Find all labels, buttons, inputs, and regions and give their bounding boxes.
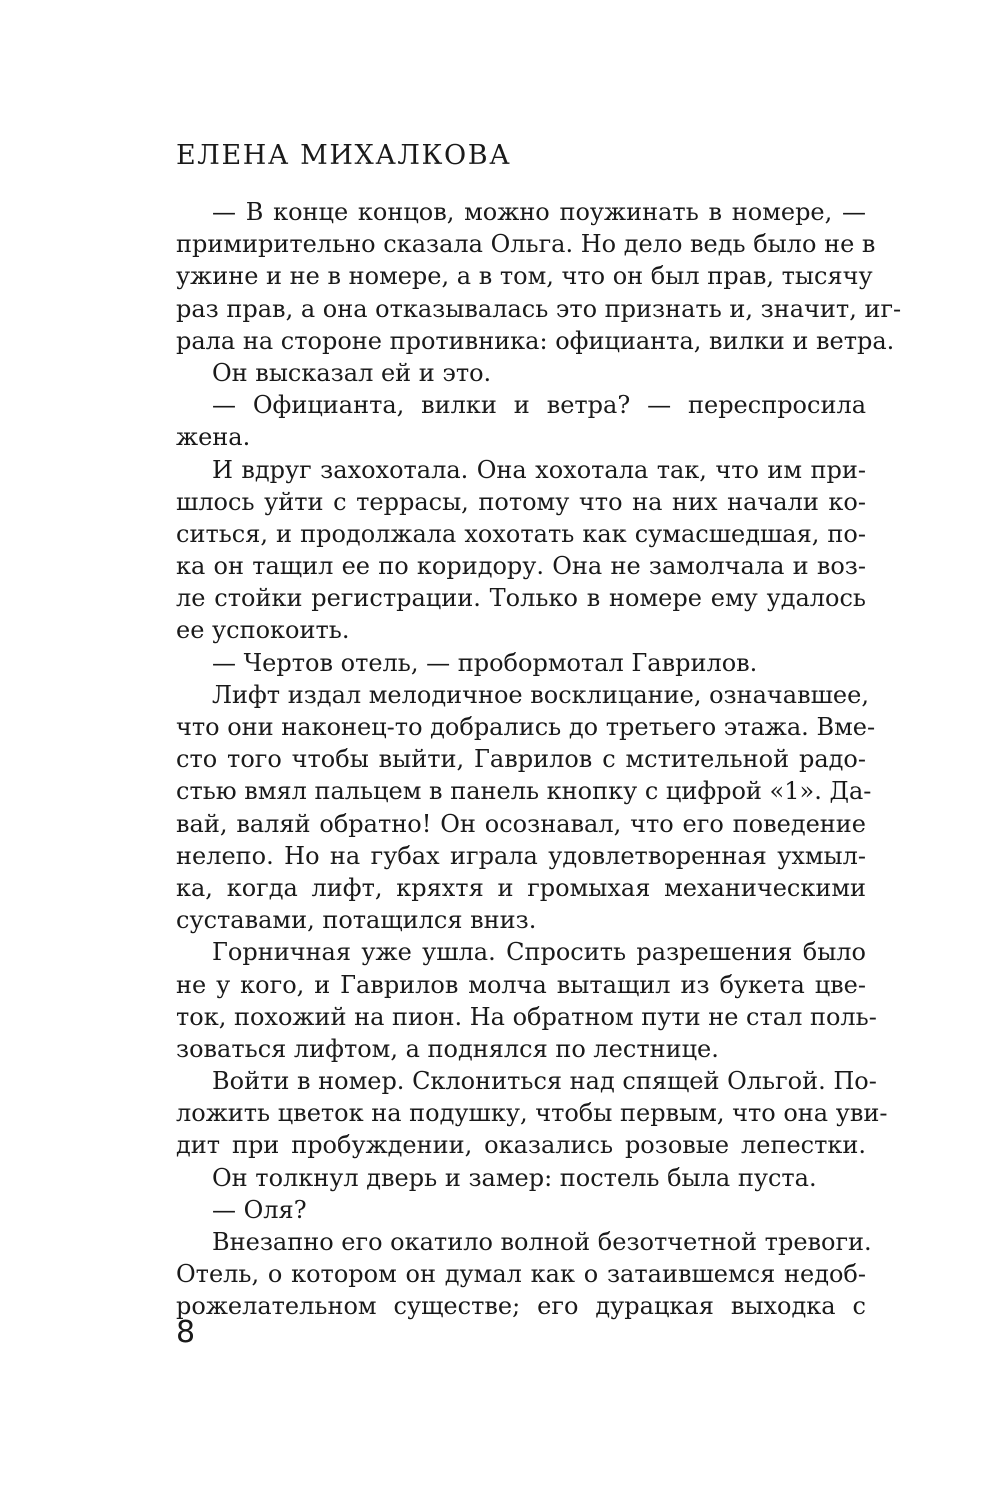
text-line: Он толкнул дверь и замер: постель была пуста. xyxy=(212,1163,817,1192)
text-line: Отель, о котором он думал как о затаившемся недоб- xyxy=(176,1260,866,1289)
text-line: зоваться лифтом, а поднялся по лестнице. xyxy=(176,1034,719,1063)
text-line: стью вмял пальцем в панель кнопку с цифрой «1». Да- xyxy=(176,777,872,806)
text-line: И вдруг захохотала. Она хохотала так, что им при- xyxy=(212,455,866,484)
running-header-author: ЕЛЕНА МИХАЛКОВА xyxy=(176,140,512,171)
text-line: что они наконец-то добрались до третьего этажа. Вме- xyxy=(176,713,876,741)
text-line: рала на стороне противника: официанта, вилки и ветра. xyxy=(176,326,895,355)
text-line: Войти в номер. Склониться над спящей Ольгой. По- xyxy=(212,1067,877,1096)
text-line: ка, когда лифт, кряхтя и громыхая механическими xyxy=(176,873,866,902)
text-line: рожелательном существе; его дурацкая выходка с xyxy=(176,1292,866,1321)
text-line: Лифт издал мелодичное восклицание, означавшее, xyxy=(212,680,869,709)
text-line: сто того чтобы выйти, Гаврилов с мстительной радо- xyxy=(176,745,866,774)
text-line: — В конце концов, можно поужинать в номере, — xyxy=(212,198,866,226)
text-line: не у кого, и Гаврилов молча вытащил из букета цве- xyxy=(176,970,866,999)
text-line: Он высказал ей и это. xyxy=(212,358,492,387)
text-line: дит при пробуждении, оказались розовые лепестки. xyxy=(176,1131,866,1160)
text-line: Внезапно его окатило волной безотчетной тревоги. xyxy=(212,1228,872,1256)
text-line: вай, валяй обратно! Он осознавал, что его поведение xyxy=(176,809,866,838)
text-line: жена. xyxy=(176,423,251,452)
text-line: нелепо. Но на губах играла удовлетворенная ухмыл- xyxy=(176,841,866,870)
text-line: примирительно сказала Ольга. Но дело ведь было не в xyxy=(176,230,876,259)
text-line: Горничная уже ушла. Спросить разрешения было xyxy=(212,938,866,967)
text-line: суставами, потащился вниз. xyxy=(176,906,537,935)
text-line: ложить цветок на подушку, чтобы первым, что она уви- xyxy=(176,1099,888,1128)
text-line: ка он тащил ее по коридору. Она не замолчала и воз- xyxy=(176,552,866,581)
page-number: 8 xyxy=(176,1315,196,1350)
text-line: раз прав, а она отказывалась это признать и, значит, иг- xyxy=(176,294,902,323)
text-line: ле стойки регистрации. Только в номере ему удалось xyxy=(176,584,866,613)
text-line: ситься, и продолжала хохотать как сумасшедшая, по- xyxy=(176,519,866,548)
text-line: — Оля? xyxy=(212,1195,307,1224)
text-line: ее успокоить. xyxy=(176,616,350,645)
text-line: ток, похожий на пион. На обратном пути не стал поль- xyxy=(176,1002,877,1031)
text-line: — Чертов отель, — пробормотал Гаврилов. xyxy=(212,648,758,677)
body-text xyxy=(176,196,902,1323)
text-line: шлось уйти с террасы, потому что на них начали ко- xyxy=(176,487,866,516)
text-line: — Официанта, вилки и ветра? — переспросила xyxy=(212,391,866,420)
text-line: ужине и не в номере, а в том, что он был прав, тысячу xyxy=(176,262,873,291)
